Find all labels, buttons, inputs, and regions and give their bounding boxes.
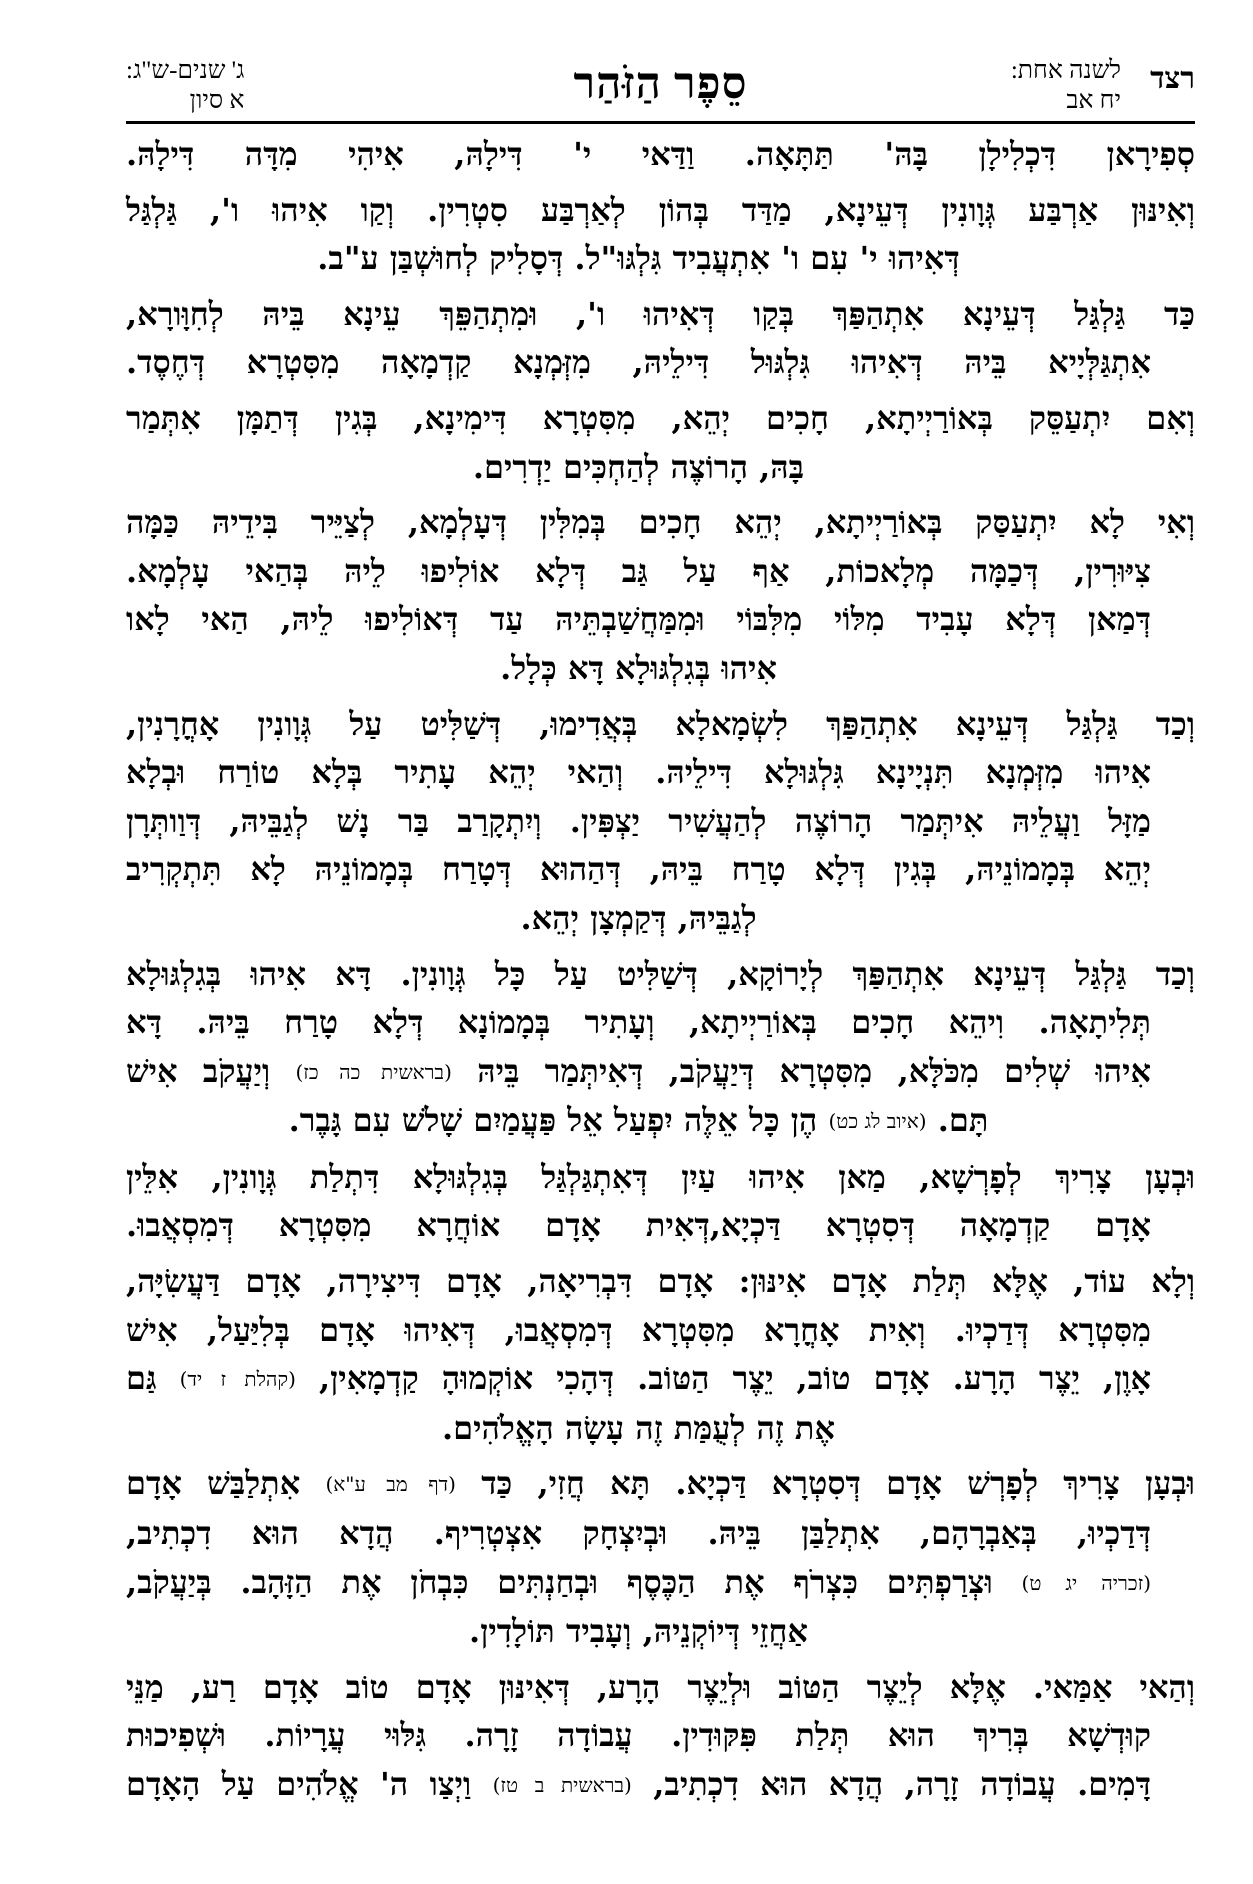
text-line: וְהַאי אַמַּאי. אֶלָּא לְיֵצֶר הַטּוֹב וּלְיֵצֶר הָרָע, דְּאִינּוּן אָדָם טוֹב אָדָם רַע, מַנֵּי xyxy=(126,1667,1195,1706)
text-line: תְּלִיתָאָה. וִיהֵא חָכִים בְּאוֹרַיְיתָא, וְעָתִיר בְּמָמוֹנָא דְּלָא טָרַח בֵּיהּ. דָּא xyxy=(126,1003,1151,1042)
schedule-label: לשנה אחת: xyxy=(1010,57,1121,84)
text-line: מַזָּל וַעֲלֵיהּ אִיתְּמַר הָרוֹצֶה לְהַעֲשִׁיר יַצְפִּין. וְיִתְקָרַב בַּר נָשׁ לְגַבֵּיהּ, דְּוַותְּרָן xyxy=(126,801,1151,840)
text-line: וְלָא עוֹד, אֶלָּא תְּלַת אָדָם אִינּוּן: אָדָם דִּבְרִיאָה, אָדָם דִּיצִירָה, אָדָם דַּעֲשִׂיָּה, xyxy=(126,1262,1196,1301)
text-line: (זכריה יג ט) וּצְרַפְתִּים כִּצְרֹף אֶת הַכֶּסֶף וּבְחַנְתִּים כִּבְחֹן אֶת הַזָּהָב. בְּיַעֲקֹב, xyxy=(126,1562,1152,1601)
text-line: וּבְעָן צָרִיךְ לְפָרְשָׁא, מַאן אִיהוּ עַיִן דְּאִתְגַּלְגַּל בְּגִלְגּוּלָא דִּתְלַת גְּוָונִין, אִלֵּין xyxy=(126,1157,1195,1196)
paragraph xyxy=(126,1663,1195,1810)
paragraph xyxy=(126,1153,1195,1250)
verse-reference: (דף מב ע"א) xyxy=(325,1472,456,1497)
text-line: יְהֵא בְּמָמוֹנֵיהּ, בְּגִין דְּלָא טָרַח בֵּיהּ, דְּהַהוּא דְּטָרַח בְּמָמוֹנֵיהּ לָא תִּתְקְרִיב xyxy=(126,850,1151,889)
three-year-schedule xyxy=(126,56,244,116)
text-line: וְאִם יִתְעַסֵּק בְּאוֹרַיְיתָא, חָכִים יְהֵא, מִסִּטְרָא דִּימִינָא, בְּגִין דְּתַמָּן אִתְּמַר xyxy=(126,398,1195,437)
paragraph xyxy=(126,950,1195,1146)
text-line: דָּמִים. עֲבוֹדָה זָרָה, הֲדָא הוּא דִכְתִיב, (בראשית ב טז) וַיְצַו ה' אֱלֹהִים עַל הָאָדָם xyxy=(126,1765,1152,1803)
text-line: לְגַבֵּיהּ, דְּקַמְצָן יְהֵא. xyxy=(520,898,757,937)
paragraph xyxy=(126,1459,1195,1655)
text-line: תָּם. (איוב לג כט) הֶן כָּל אֵלֶּה יִפְעַל אֵל פַּעֲמַיִם שָׁלֹשׁ עִם גָּבֶר. xyxy=(288,1101,989,1140)
text-line: וְאִינּוּן אַרְבַּע גְּוָונִין דְּעֵינָא, מַדַּד בְּהוֹן לְאַרְבַּע סִטְרִין. וְקַו אִיהוּ ו', גַּלְגַּל xyxy=(126,190,1195,229)
text-line: אַחֲזֵי דְּיוֹקְנֵיהּ, וְעָבִיד תּוֹלָדִין. xyxy=(469,1612,808,1651)
verse-reference: (איוב לג כט) xyxy=(828,1109,927,1134)
running-header xyxy=(126,56,1195,122)
paragraph xyxy=(126,394,1195,491)
text-line: דְּדַכְיוּ, בְּאַבְרָהָם, אִתְלַבַּן בֵּיהּ. וּבְיִצְחָק אִצְטְרִיף. הֲדָא הוּא דִכְתִיב, xyxy=(126,1514,1151,1553)
paragraph xyxy=(126,700,1195,943)
book-title: סֵפֶר הַזֹּהַר xyxy=(573,59,748,108)
schedule-date: יח אב xyxy=(1066,87,1121,114)
text-body xyxy=(126,130,1195,1817)
verse-reference: (בראשית כה כז) xyxy=(295,1059,452,1084)
verse-reference: (זכריה יג ט) xyxy=(1021,1570,1152,1595)
text-line: דְּאִיהוּ י' עִם ו' אִתְעֲבִיד גִּלְגּוּ"ל. דְּסָלִיק לְחוּשְׁבַּן ע"ב. xyxy=(317,239,960,278)
paragraph xyxy=(126,186,1195,283)
text-line: אִיהוּ בְּגִלְגּוּלָא דָּא כְּלָל. xyxy=(500,648,777,687)
text-line: אִיהוּ שְׁלִים מִכֹּלָּא, מִסִּטְרָא דְּיַעֲקֹב, דְּאִיתְּמַר בֵּיהּ (בראשית כה כז) וְיַעֲקֹב אִישׁ xyxy=(126,1051,1152,1090)
text-line: וְאִי לָא יִתְעַסַּק בְּאוֹרַיְיתָא, יְהֵא חָכִים בְּמִלִּין דְּעָלְמָא, לְצַיֵּיר בִּידֵיהּ כַּמָּה xyxy=(126,503,1195,542)
header-rule xyxy=(126,121,1195,124)
paragraph xyxy=(126,130,1195,179)
text-line: קוּדְשָׁא בְּרִיךְ הוּא תְּלַת פִּקּוּדִין. עֲבוֹדָה זָרָה. גִּלּוּי עֲרָיוֹת. וּשְׁפִיכוּת xyxy=(126,1716,1151,1755)
text-line: אִיהוּ מִזְּמְנָא תִּנְיָינָא גִּלְגּוּלָא דִּילֵיהּ. וְהַאי יְהֵא עָתִיר בְּלָא טוֹרַח וּבְלָא xyxy=(126,753,1151,792)
text-line: בָּהּ, הָרוֹצֶה לְהַחְכִּים יַדְרִים. xyxy=(472,447,805,486)
text-line: וּבְעָן צָרִיךְ לְפָרְשׁ אָדָם דְּסִטְרָא דַּכְיָא. תָּא חֲזִי, כַּד (דף מב ע"א) אִתְלַבַּשׁ אָדָם xyxy=(126,1464,1195,1503)
text-line: אִתְגַּלְּיָיא בֵּיהּ דְּאִיהוּ גִּלְגּוּל דִּילֵיהּ, מִזְּמְנָא קַדְמָאָה מִסִּטְרָא דְּחֶסֶד. xyxy=(126,343,1151,382)
paragraph xyxy=(126,1257,1195,1452)
paragraph xyxy=(126,498,1195,692)
text-line: סְפִירָאן דִּכְלִילָן בָּהּ' תַּתָּאָה. וַדַּאי י' דִּילָהּ, אִיהִי מִדָּה דִּילָהּ. xyxy=(126,135,1195,173)
paragraph xyxy=(126,290,1195,387)
schedule-date-3y: א סיון xyxy=(189,87,245,114)
text-line: אָדָם קַדְמָאָה דְּסִטְרָא דַּכְיָא,דְּאִית אָדָם אוֹחֲרָא מִסִּטְרָא דְּמִסְאֲבוּ. xyxy=(126,1206,1151,1245)
schedule-label-3y: ג' שנים-ש"ג: xyxy=(126,57,245,84)
page-number: רצד xyxy=(1150,62,1195,95)
text-line: וְכַד גַּלְגַּל דְּעֵינָא אִתְהַפַּךְ לְיָרוֹקָא, דְּשַׁלִּיט עַל כָּל גְּוָונִין. דָּא אִיהוּ בְּגִלְגּוּלָא xyxy=(126,954,1195,993)
text-line: כַּד גַּלְגַּל דְּעֵינָא אִתְהַפַּךְ בְּקַו דְּאִיהוּ ו', וּמִתְהַפֵּךְ עֵינָא בֵּיהּ לְחִוָּורָא, xyxy=(126,294,1195,333)
text-line: וְכַד גַּלְגַּל דְּעֵינָא אִתְהַפַּךְ לִשְׂמָאלָא בְּאֲדִימוּ, דְּשַׁלִּיט עַל גְּוָונִין אָחֳרָנִין, xyxy=(126,704,1195,743)
text-line: דְּמַאן דְּלָא עָבִיד מִלּוֹי מִלִּבּוֹי וּמִמַּחֲשַׁבְתֵּיהּ עַד דְּאוֹלִיפוּ לֵיהּ, הַאי לָאו xyxy=(126,600,1152,639)
verse-reference: (בראשית ב טז) xyxy=(492,1773,632,1797)
verse-reference: (קהלת ז יד) xyxy=(179,1367,296,1392)
text-line: אָוֶן, יֵצֶר הָרָע. אָדָם טוֹב, יֵצֶר הַטּוֹב. דְּהָכִי אוֹקְמוּהָ קַדְמָאִין, (קהלת ז יד) גַּם xyxy=(126,1359,1152,1398)
text-line: מִסִּטְרָא דְּדַכְיוּ. וְאִית אָחֳרָא מִסִּטְרָא דְּמִסְאֲבוּ, דְּאִיהוּ אָדָם בְּלִיַּעַל, אִישׁ xyxy=(126,1310,1152,1349)
text-line: צִיּוּרִין, דְּכַמָּה מְלָאכוֹת, אַף עַל גַּב דְּלָא אוֹלִיפוּ לֵיהּ בְּהַאי עָלְמָא. xyxy=(126,551,1152,590)
text-line: אֶת זֶה לְעֻמַּת זֶה עָשָׂה הָאֱלֹהִים. xyxy=(442,1408,835,1447)
